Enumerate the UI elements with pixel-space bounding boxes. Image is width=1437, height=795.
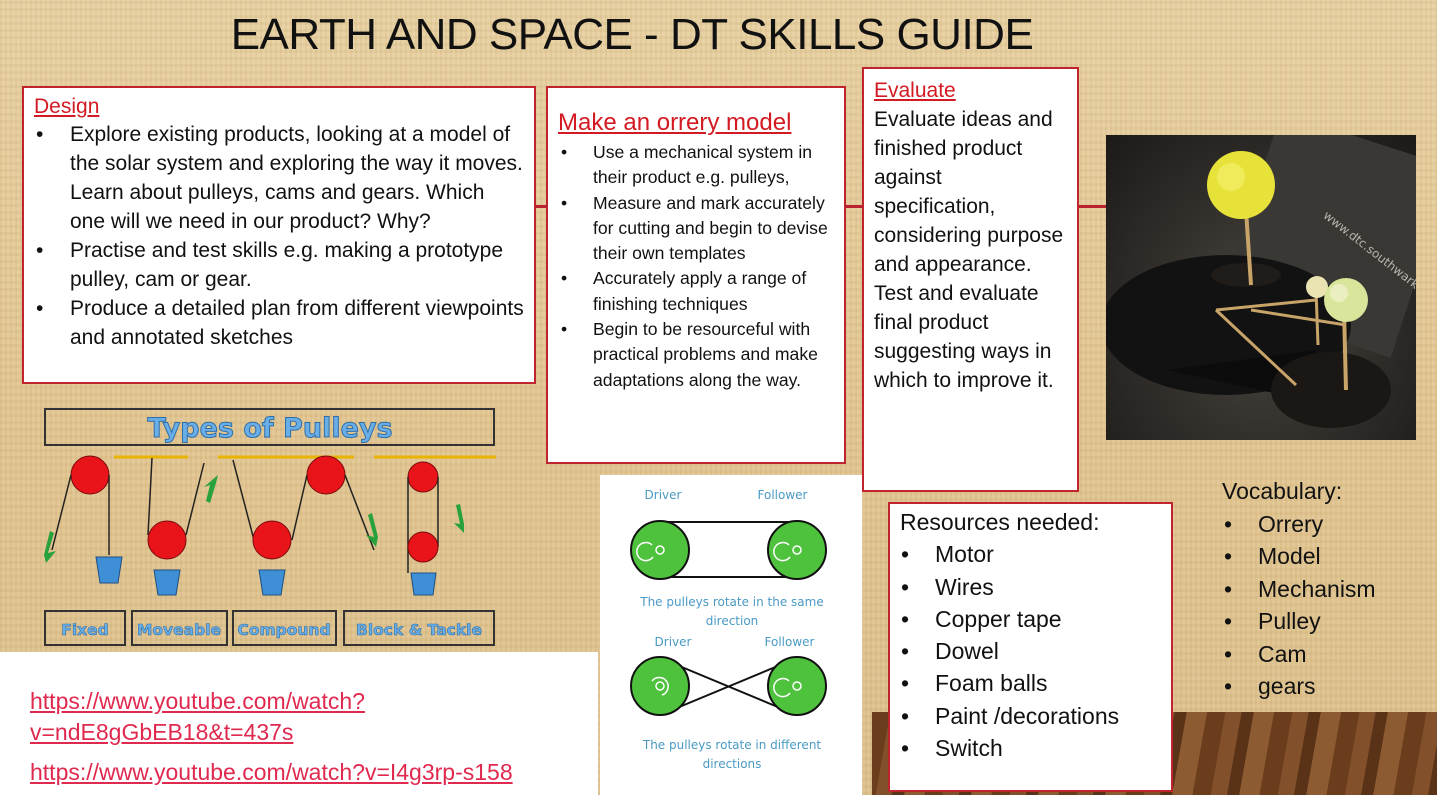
open-belt [631,521,826,579]
make-heading: Make an orrery model [558,109,792,136]
follower-label-bottom: Follower [764,635,815,649]
design-item: • Explore existing products, looking at a model of the solar system and exploring the way it moves. Learn about pulleys, cams and gears. Which one will we need in our product? Why? [70,120,524,236]
make-item: • Use a mechanical system in their product e.g. pulleys, [593,140,836,191]
vocabulary-item: • Cam [1258,638,1422,671]
evaluate-heading: Evaluate [874,79,956,102]
resource-item: • Paint /decorations [935,700,1161,732]
compound-pulley [218,456,378,595]
pulley-label-fixed: Fixed [61,621,109,639]
crossed-belt [631,657,826,715]
vocabulary-heading: Vocabulary: [1222,478,1343,504]
caption-same-direction: The pulleys rotate in the same direction [640,595,824,628]
youtube-link-2[interactable]: https://www.youtube.com/watch?v=I4g3rp-s158 [30,759,513,785]
resources-list [900,538,1161,764]
orrery-photo [1106,135,1416,440]
vocabulary-panel [1222,475,1422,703]
design-item: • Produce a detailed plan from different viewpoints and annotated sketches [70,294,524,352]
pulleys-title: Types of Pulleys [147,413,393,444]
youtube-link-1[interactable]: https://www.youtube.com/watch?v=ndE8gGbEB18&t=437s [30,688,365,745]
resource-item: • Copper tape [935,603,1161,635]
resource-item: • Motor [935,538,1161,570]
page-title: EARTH AND SPACE - DT SKILLS GUIDE [230,10,1034,59]
orrery-illustration [1106,135,1416,440]
evaluate-text: Evaluate ideas and finished product against specification, considering purpose and appearance. [874,108,1064,276]
follower-label-top: Follower [757,488,808,502]
design-item: • Practise and test skills e.g. making a prototype pulley, cam or gear. [70,236,524,294]
resource-item: • Wires [935,571,1161,603]
resource-item: • Dowel [935,635,1161,667]
design-panel [22,86,536,384]
make-list [558,140,836,393]
vocabulary-item: • Pulley [1258,605,1422,638]
block-tackle-pulley [374,457,496,595]
caption-different-direction: The pulleys rotate in different directions [642,738,822,771]
pulley-label-compound: Compound [237,621,331,639]
evaluate-panel [862,67,1079,492]
belt-drive-diagram [600,475,862,795]
make-item: • Begin to be resourceful with practical problems and make adaptations along the way. [593,317,836,393]
make-item: • Accurately apply a range of finishing techniques [593,266,836,317]
resources-heading: Resources needed: [900,509,1100,535]
driver-label-bottom: Driver [654,635,692,649]
pulley-types-diagram [36,405,506,655]
moveable-pulley [114,457,218,595]
vocabulary-item: • gears [1258,670,1422,703]
resources-panel [888,502,1173,792]
vocabulary-list [1222,508,1422,703]
design-heading: Design [34,95,100,118]
pulley-label-block-tackle: Block & Tackle [356,621,482,639]
design-list [34,120,524,352]
resource-item: • Foam balls [935,667,1161,699]
vocabulary-item: • Model [1258,540,1422,573]
fixed-pulley [44,456,122,583]
vocabulary-item: • Mechanism [1258,573,1422,606]
evaluate-text-test: Test and evaluate final product suggesting ways in which to improve it. [874,282,1054,392]
earth-ball [1324,278,1368,322]
make-item: • Measure and mark accurately for cutting and begin to devise their own templates [593,191,836,267]
vocabulary-item: • Orrery [1258,508,1422,541]
resource-item: • Switch [935,732,1161,764]
links-panel [0,652,598,795]
pulley-label-moveable: Moveable [136,621,222,639]
driver-label-top: Driver [644,488,682,502]
make-panel [546,86,846,464]
